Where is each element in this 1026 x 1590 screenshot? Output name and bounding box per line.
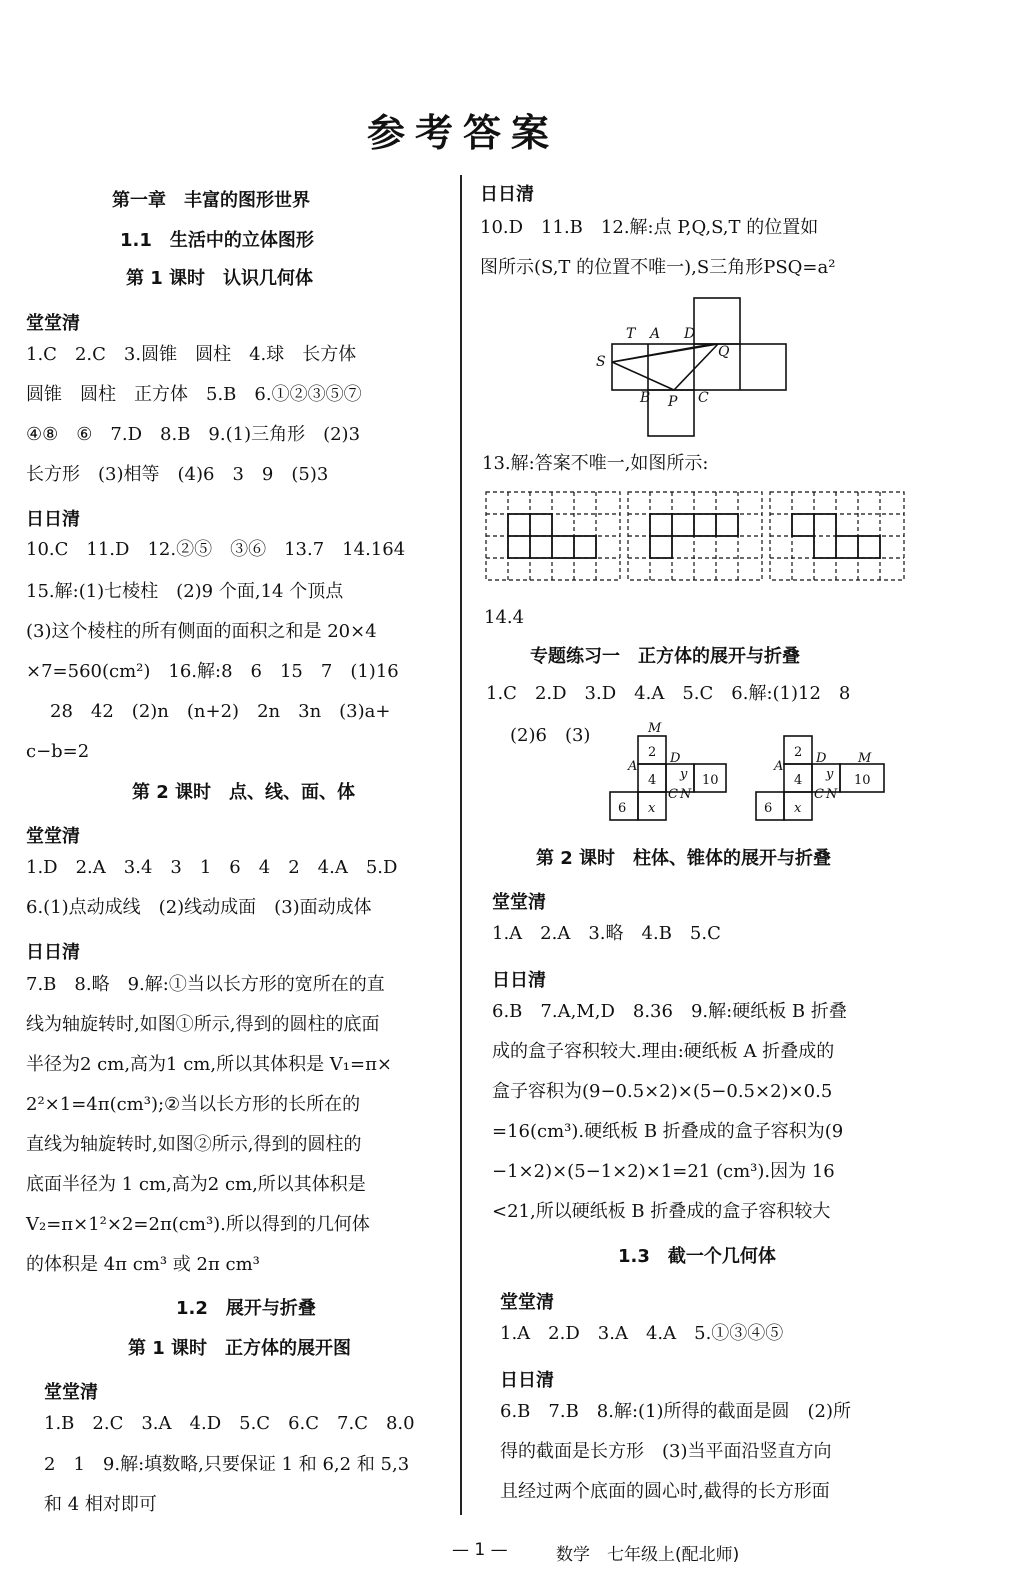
fig-label: 6 — [764, 801, 773, 816]
fig-label: P — [668, 394, 678, 410]
fig-label: 10 — [854, 773, 871, 788]
section-heading: 1.2 展开与折叠 — [176, 1298, 316, 1319]
answer-line: 和 4 相对即可 — [44, 1494, 157, 1515]
answer-line: 1.C 2.D 3.D 4.A 5.C 6.解:(1)12 8 — [486, 683, 851, 704]
answer-line: (3)这个棱柱的所有侧面的面积之和是 20×4 — [26, 621, 377, 642]
fig-label: Q — [718, 344, 730, 360]
answer-line: 线为轴旋转时,如图①所示,得到的圆柱的底面 — [26, 1014, 380, 1035]
fig-label: 2 — [794, 745, 803, 760]
answer-line: 且经过两个底面的圆心时,截得的长方形面 — [500, 1481, 830, 1502]
fig-label: A — [628, 759, 638, 774]
fig-label: x — [794, 801, 802, 816]
answer-line: 28 42 (2)n (n+2) 2n 3n (3)a+ — [50, 701, 391, 722]
answer-line: 13.解:答案不唯一,如图所示: — [482, 453, 709, 474]
fig-label: 2 — [648, 745, 657, 760]
answer-line: c−b=2 — [26, 741, 90, 762]
practice-label: 堂堂清 — [500, 1292, 554, 1313]
column-divider — [460, 175, 462, 1515]
answer-line: 1.A 2.A 3.略 4.B 5.C — [492, 923, 721, 944]
answer-line: 10.D 11.B 12.解:点 P,Q,S,T 的位置如 — [480, 217, 819, 238]
fig-label: y — [680, 767, 688, 782]
fig-label: S — [596, 354, 606, 370]
answer-line: 半径为2 cm,高为1 cm,所以其体积是 V₁=π× — [26, 1054, 393, 1075]
answer-line: 6.B 7.B 8.解:(1)所得的截面是圆 (2)所 — [500, 1401, 852, 1422]
fig-label: A — [650, 326, 661, 342]
answer-line: 盒子容积为(9−0.5×2)×(5−0.5×2)×0.5 — [492, 1081, 833, 1102]
answer-line: 1.A 2.D 3.A 4.A 5.①③④⑤ — [500, 1323, 784, 1344]
answer-line: 图所示(S,T 的位置不唯一),S三角形PSQ=a² — [480, 257, 836, 278]
answer-line: 底面半径为 1 cm,高为2 cm,所以其体积是 — [26, 1174, 366, 1195]
cube-net-figure — [590, 292, 800, 442]
practice-label: 日日清 — [26, 942, 80, 963]
practice-label: 日日清 — [500, 1370, 554, 1391]
fig-label: N — [680, 787, 692, 802]
fig-label: C — [814, 787, 824, 802]
fig-label: 10 — [702, 773, 719, 788]
answer-line: 2²×1=4π(cm³);②当以长方形的长所在的 — [26, 1094, 361, 1115]
fig-label: T — [626, 326, 636, 342]
answer-line: 7.B 8.略 9.解:①当以长方形的宽所在的直 — [26, 974, 385, 995]
fig-label: y — [826, 767, 834, 782]
lesson-heading: 第 1 课时 正方体的展开图 — [128, 1338, 352, 1359]
section-heading: 1.3 截一个几何体 — [618, 1246, 776, 1267]
answer-line: (2)6 (3) — [510, 725, 591, 746]
answer-line: ×7=560(cm²) 16.解:8 6 15 7 (1)16 — [26, 661, 399, 682]
lesson-heading: 第 2 课时 点、线、面、体 — [132, 782, 356, 803]
answer-line: 成的盒子容积较大.理由:硬纸板 A 折叠成的 — [492, 1041, 835, 1062]
chapter-heading: 第一章 丰富的图形世界 — [112, 190, 310, 211]
fig-label: C — [698, 390, 709, 406]
fig-label: D — [816, 751, 827, 766]
fig-label: D — [684, 326, 696, 342]
practice-label: 日日清 — [480, 184, 534, 205]
answer-line: 14.4 — [484, 607, 525, 628]
fig-label: 4 — [794, 773, 803, 788]
answer-line: −1×2)×(5−1×2)×1=21 (cm³).因为 16 — [492, 1161, 835, 1182]
answer-line: 圆锥 圆柱 正方体 5.B 6.①②③⑤⑦ — [26, 384, 362, 405]
practice-label: 堂堂清 — [26, 826, 80, 847]
answer-line: 1.B 2.C 3.A 4.D 5.C 6.C 7.C 8.0 — [44, 1413, 415, 1434]
book-info: 数学 七年级上(配北师) — [556, 1545, 740, 1565]
fig-label: 6 — [618, 801, 627, 816]
answer-line: 2 1 9.解:填数略,只要保证 1 和 6,2 和 5,3 — [44, 1454, 410, 1475]
answer-line: <21,所以硬纸板 B 折叠成的盒子容积较大 — [492, 1201, 831, 1222]
answer-line: ④⑧ ⑥ 7.D 8.B 9.(1)三角形 (2)3 — [26, 424, 361, 445]
answer-line: 得的截面是长方形 (3)当平面沿竖直方向 — [500, 1441, 832, 1462]
section-heading: 1.1 生活中的立体图形 — [120, 230, 314, 251]
fig-label: x — [648, 801, 656, 816]
fig-label: M — [858, 751, 872, 766]
answer-line: 6.(1)点动成线 (2)线动成面 (3)面动成体 — [26, 897, 372, 918]
lesson-heading: 第 2 课时 柱体、锥体的展开与折叠 — [536, 848, 832, 869]
practice-label: 堂堂清 — [492, 892, 546, 913]
numbered-nets-figure — [600, 718, 900, 830]
answer-line: 10.C 11.D 12.②⑤ ③⑥ 13.7 14.164 — [26, 539, 406, 560]
practice-label: 堂堂清 — [44, 1382, 98, 1403]
answer-line: V₂=π×1²×2=2π(cm³).所以得到的几何体 — [26, 1214, 370, 1235]
practice-label: 日日清 — [492, 970, 546, 991]
topic-heading: 专题练习一 正方体的展开与折叠 — [530, 646, 800, 667]
fig-label: M — [648, 721, 662, 736]
practice-label: 堂堂清 — [26, 313, 80, 334]
practice-label: 日日清 — [26, 509, 80, 530]
answer-line: 的体积是 4π cm³ 或 2π cm³ — [26, 1254, 260, 1275]
answer-line: 直线为轴旋转时,如图②所示,得到的圆柱的 — [26, 1134, 362, 1155]
answer-line: 1.D 2.A 3.4 3 1 6 4 2 4.A 5.D — [26, 857, 398, 878]
fig-label: B — [640, 390, 651, 406]
lesson-heading: 第 1 课时 认识几何体 — [126, 268, 314, 289]
answer-line: 长方形 (3)相等 (4)6 3 9 (5)3 — [26, 464, 329, 485]
answer-line: 1.C 2.C 3.圆锥 圆柱 4.球 长方体 — [26, 344, 357, 365]
fig-label: A — [774, 759, 784, 774]
page-number: — 1 — — [452, 1540, 508, 1560]
grid-nets-figure — [484, 490, 914, 584]
page-title: 参考答案 — [366, 110, 559, 155]
fig-label: C — [668, 787, 678, 802]
answer-line: =16(cm³).硬纸板 B 折叠成的盒子容积为(9 — [492, 1121, 844, 1142]
fig-label: D — [670, 751, 681, 766]
answer-line: 6.B 7.A,M,D 8.36 9.解:硬纸板 B 折叠 — [492, 1001, 847, 1022]
fig-label: 4 — [648, 773, 657, 788]
fig-label: N — [826, 787, 838, 802]
answer-line: 15.解:(1)七棱柱 (2)9 个面,14 个顶点 — [26, 581, 344, 602]
